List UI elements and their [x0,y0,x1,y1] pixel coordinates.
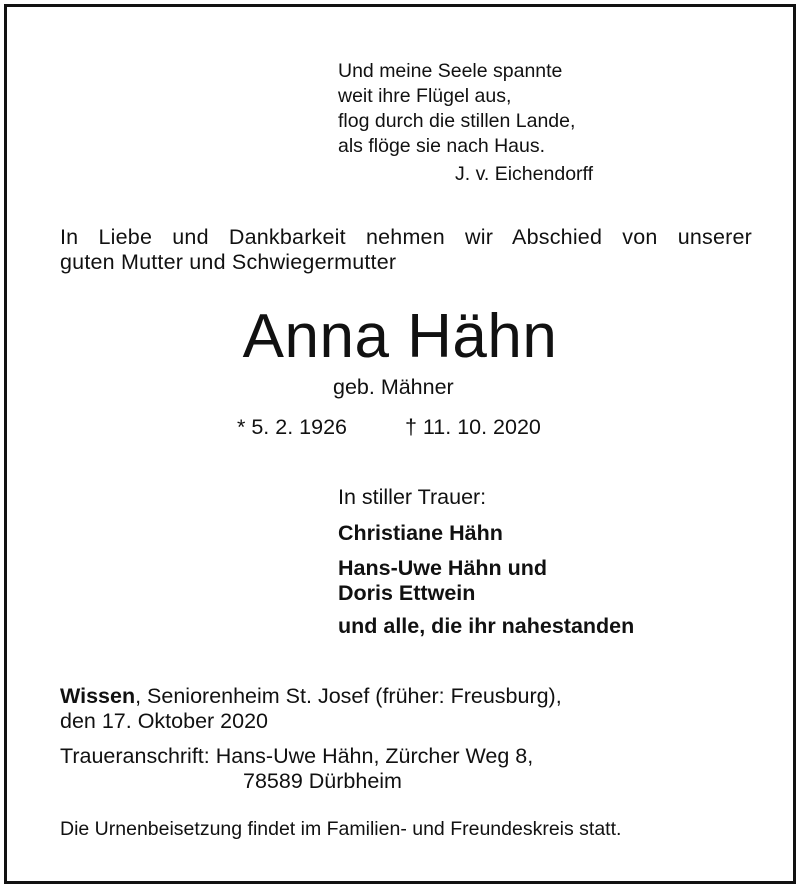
poem-line: als flöge sie nach Haus. [338,135,546,157]
birth-date: * 5. 2. 1926 [237,415,347,439]
mourner-name: Hans-Uwe Hähn und [338,556,548,580]
place-line [60,684,562,709]
poem-line: Und meine Seele spannte [338,60,563,82]
death-notice [4,4,796,884]
place-date: den 17. Oktober 2020 [60,709,268,733]
burial-note: Die Urnenbeisetzung findet im Familien- und Freundeskreis statt. [60,818,622,840]
mourner-name: Doris Ettwein [338,581,476,605]
poem-author: J. v. Eichendorff [455,163,594,185]
deceased-name: Anna Hähn [242,302,558,371]
poem-line: flog durch die stillen Lande, [338,110,576,132]
poem-line: weit ihre Flügel aus, [338,85,512,107]
intro-line: In Liebe und Dankbarkeit nehmen wir Abschied von unserer [60,225,752,249]
mourner-name: und alle, die ihr nahestanden [338,614,635,638]
address-line: Traueranschrift: Hans-Uwe Hähn, Zürcher Weg 8, [60,744,534,768]
address-city: 78589 Dürbheim [243,769,402,793]
place-town: Wissen [60,684,136,708]
intro-line: guten Mutter und Schwiegermutter [60,250,397,274]
mourners-heading: In stiller Trauer: [338,485,487,509]
place-detail: , Seniorenheim St. Josef (früher: Freusburg), [135,684,562,708]
maiden-name: geb. Mähner [333,375,454,399]
mourner-name: Christiane Hähn [338,521,503,545]
death-date: † 11. 10. 2020 [405,415,541,439]
